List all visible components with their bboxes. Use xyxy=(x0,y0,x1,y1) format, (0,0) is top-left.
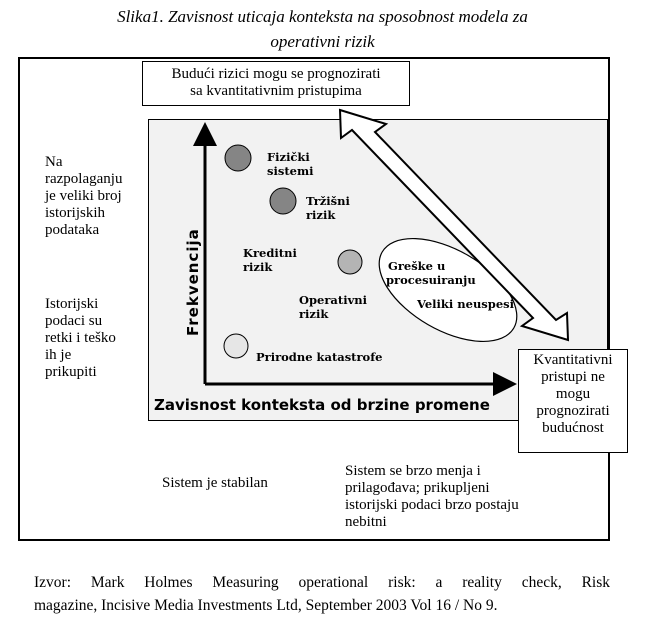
physical-systems-circle xyxy=(225,145,251,171)
scarce-data-text xyxy=(45,296,116,381)
credit-risk-label xyxy=(243,246,297,274)
abundant-line-1: Na xyxy=(45,154,63,170)
physical-systems-label xyxy=(267,150,313,178)
caption-line-2: operativni rizik xyxy=(270,32,375,51)
right-box-line-2: pristupi ne xyxy=(541,369,605,385)
source-citation xyxy=(34,571,610,617)
scarce-line-1: Istorijski xyxy=(45,296,99,312)
source-line-2: magazine, Incisive Media Investments Ltd, September 2003 Vol 16 / No 9. xyxy=(34,597,498,614)
credit-line-1: Kreditni xyxy=(243,246,297,260)
processing-line-1: Greške u xyxy=(388,259,446,273)
scarce-line-4: ih je xyxy=(45,347,72,363)
changing-line-4: nebitni xyxy=(345,514,387,530)
market-risk-label xyxy=(306,194,350,222)
caption-line-1: Slika1. Zavisnost uticaja konteksta na sposobnost modela za xyxy=(117,7,528,26)
operational-risk-label xyxy=(299,293,367,321)
abundant-line-2: razpolaganju xyxy=(45,171,123,187)
scarce-line-5: prikupiti xyxy=(45,364,97,380)
source-line-1: Izvor: Mark Holmes Measuring operational risk: a reality check, Risk xyxy=(34,574,610,591)
market-line-2: rizik xyxy=(306,208,336,222)
right-box-line-1: Kvantitativni xyxy=(533,352,613,368)
physical-line-1: Fizički xyxy=(267,150,310,164)
credit-risk-circle xyxy=(338,250,362,274)
processing-errors-label xyxy=(386,259,476,287)
abundant-line-3: je veliki broj xyxy=(45,188,122,204)
market-risk-circle xyxy=(270,188,296,214)
physical-line-2: sistemi xyxy=(267,164,314,178)
operational-line-2: rizik xyxy=(299,307,329,321)
changing-system-text xyxy=(345,463,519,531)
abundant-data-text xyxy=(45,154,122,239)
scarce-line-3: retki i teško xyxy=(45,330,116,346)
changing-line-1: Sistem se brzo menja i xyxy=(345,463,481,479)
natural-disasters-circle xyxy=(224,334,248,358)
y-axis-label: Frekvencija xyxy=(184,228,202,336)
market-line-1: Tržišni xyxy=(306,194,350,208)
changing-line-2: prilagođava; prikupljeni xyxy=(345,480,490,496)
abundant-line-5: podataka xyxy=(45,222,100,238)
operational-line-1: Operativni xyxy=(299,293,367,307)
scarce-line-2: podaci su xyxy=(45,313,103,329)
right-box-line-5: budućnost xyxy=(542,420,604,436)
natural-disasters-label: Prirodne katastrofe xyxy=(256,350,383,364)
changing-line-3: istorijski podaci brzo postaju xyxy=(345,497,519,513)
stable-system-text: Sistem je stabilan xyxy=(162,475,268,491)
right-box-line-4: prognozirati xyxy=(536,403,610,419)
right-box-line-3: mogu xyxy=(555,386,591,402)
processing-line-2: procesuiranju xyxy=(386,273,476,287)
future-risks-box xyxy=(142,61,410,106)
future-risks-line-1: Budući rizici mogu se prognozirati xyxy=(171,66,381,82)
x-axis-label: Zavisnost konteksta od brzine promene xyxy=(154,396,490,414)
credit-line-2: rizik xyxy=(243,260,273,274)
big-failures-label: Veliki neuspesi xyxy=(417,297,514,311)
abundant-line-4: istorijskih xyxy=(45,205,106,221)
future-risks-line-2: sa kvantitativnim pristupima xyxy=(190,83,362,99)
quant-cannot-forecast-box xyxy=(518,349,628,453)
